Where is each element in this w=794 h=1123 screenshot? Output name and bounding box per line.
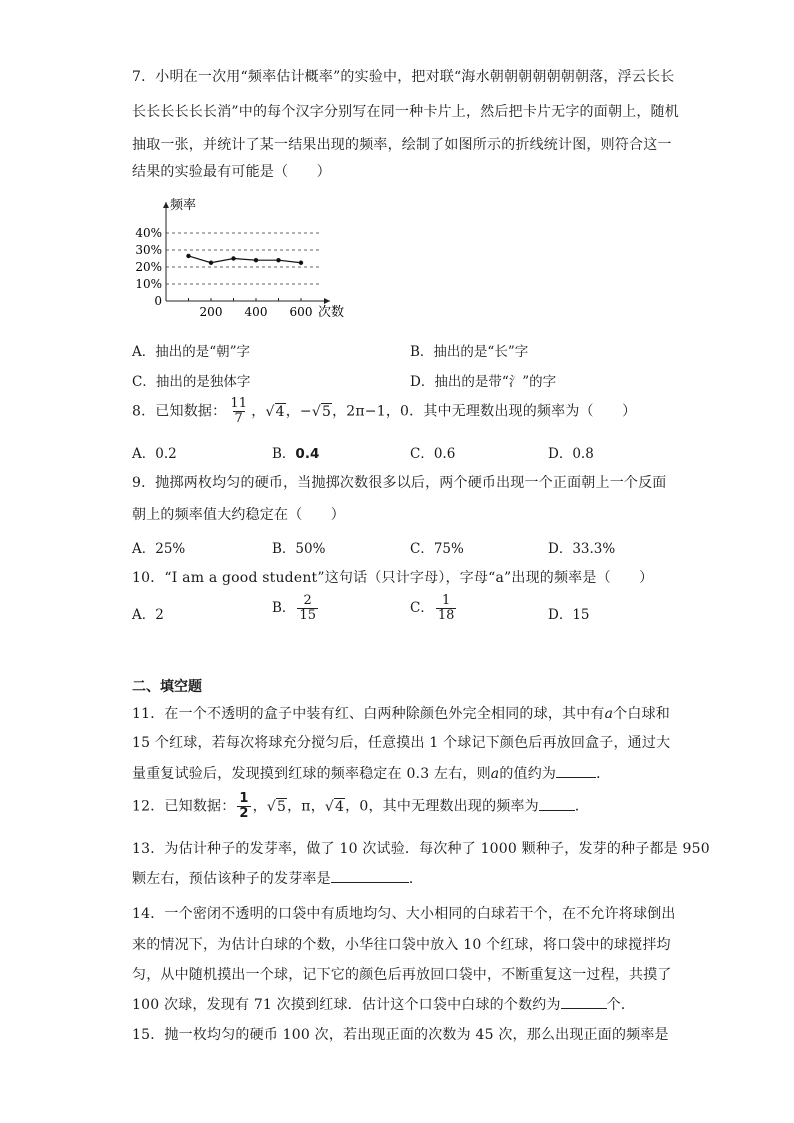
q14-line-4-text: 100 次球，发现有 71 次摸到红球．估计这个口袋中白球的个数约为 <box>132 997 561 1013</box>
chart-x-label: 次数 <box>318 305 345 320</box>
q11-line-3c: ． <box>596 766 611 782</box>
q10-option-d[interactable]: D．15 <box>548 607 590 623</box>
q12-end: ． <box>574 798 590 815</box>
q8-prefix: 8．已知数据： <box>132 403 227 420</box>
q11-line-1a: 11．在一个不透明的盒子中装有红、白两种除颜色外完全相同的球，其中有 <box>132 706 605 722</box>
q9-option-d[interactable]: D．33.3% <box>548 541 616 557</box>
q8-fraction-num: 11 <box>230 396 248 411</box>
frequency-line-chart <box>130 192 360 327</box>
q8-rest: ，2π−1，0．其中无理数出现的频率为（ ） <box>332 403 637 420</box>
q10-option-c-label: C． <box>410 600 434 616</box>
q8-option-d[interactable]: D．0.8 <box>548 446 594 462</box>
q10-option-c-den: 18 <box>437 608 455 623</box>
q9-option-c[interactable]: C．75% <box>410 541 464 557</box>
q10-option-b-fraction <box>297 594 318 623</box>
section-fill-in-title: 二、填空题 <box>132 679 202 695</box>
q10-option-c-num: 1 <box>441 593 451 608</box>
q11-answer-blank[interactable] <box>556 765 596 778</box>
q12-fraction-den: 2 <box>239 806 249 821</box>
q12-fraction-num: 1 <box>239 791 249 806</box>
q13-line-2-text: 颗左右，预估该种子的发芽率是 <box>132 871 331 887</box>
q13-line-2 <box>132 868 423 888</box>
data-point-400 <box>254 258 258 262</box>
q11-line-3a: 量重复试验后，发现摸到红球的频率稳定在 0.3 左右，则 <box>132 766 491 782</box>
x-tick-label-200: 200 <box>199 305 223 319</box>
q7-line-1: 7．小明在一次用“频率估计概率”的实验中，把对联“海水朝朝朝朝朝朝朝落，浮云长长 <box>132 69 675 85</box>
chart-y-label: 频率 <box>170 198 197 213</box>
q12-sqrt-5-rad: 5 <box>277 798 287 815</box>
y-tick-label-0: 0 <box>154 294 162 308</box>
q10-line-1: 10．“I am a good student”这句话（只计字母），字母“a”出现的频率是（ ） <box>132 570 654 586</box>
q7-option-b[interactable]: B．抽出的是“长”字 <box>410 344 529 360</box>
q10-option-b-den: 15 <box>299 608 316 623</box>
q14-line-4 <box>132 994 635 1014</box>
data-point-100 <box>186 254 190 258</box>
q12-sqrt-5: √5 <box>266 798 287 815</box>
q12-mid: ，π， <box>287 798 325 815</box>
q8-line <box>132 397 636 426</box>
q8-option-b-label: B． <box>272 446 296 462</box>
q12-sep-1: ， <box>252 798 267 815</box>
q8-sqrt-4: √4 <box>265 403 285 420</box>
q8-sep-2: ， <box>285 403 300 420</box>
q8-option-b[interactable] <box>272 442 319 462</box>
y-tick-label-10: 10% <box>135 277 162 291</box>
q7-option-d[interactable]: D．抽出的是带“氵”的字 <box>410 374 557 390</box>
q12-sqrt-4: √4 <box>324 798 345 815</box>
chart-y-ticks <box>135 226 162 308</box>
q10-option-a[interactable]: A．2 <box>132 607 164 623</box>
q8-fraction-den: 7 <box>234 411 244 426</box>
data-point-600 <box>299 261 303 265</box>
q8-fraction <box>228 397 249 426</box>
q10-option-c-fraction <box>436 594 457 623</box>
q9-line-2: 朝上的频率值大约稳定在（ ） <box>132 507 345 523</box>
q7-line-3: 抽取一张，并统计了某一结果出现的频率，绘制了如图所示的折线统计图，则符合这一 <box>132 137 672 153</box>
q14-answer-blank[interactable] <box>561 996 607 1009</box>
q7-option-c[interactable]: C．抽出的是独体字 <box>132 374 251 390</box>
q7-option-a[interactable]: A．抽出的是“朝”字 <box>132 344 251 360</box>
q12-rest: ，0，其中无理数出现的频率为 <box>345 798 539 815</box>
chart-gridlines <box>166 233 320 284</box>
q10-option-b[interactable] <box>272 594 320 623</box>
q8-sqrt-5: √5 <box>311 403 332 420</box>
q13-line-1: 13．为估计种子的发芽率，做了 10 次试验．每次种了 1000 颗种子，发芽的种子都是 950 <box>132 841 710 857</box>
q11-line-1b: 个白球和 <box>613 706 670 722</box>
data-point-200 <box>209 261 213 265</box>
x-axis-arrow <box>324 298 330 304</box>
q7-line-4: 结果的实验最有可能是（ ） <box>132 164 331 180</box>
q11-line-2: 15 个红球，若每次将球充分搅匀后，任意摸出 1 个球记下颜色后再放回盒子，通过大 <box>132 735 671 751</box>
q13-answer-blank[interactable] <box>331 870 409 883</box>
x-tick-label-600: 600 <box>289 305 313 319</box>
y-tick-label-40: 40% <box>135 226 162 240</box>
q10-option-b-num: 2 <box>303 593 312 608</box>
x-tick-label-400: 400 <box>244 305 268 319</box>
q14-line-2: 来的情况下，为估计白球的个数，小华往口袋中放入 10 个红球，将口袋中的球搅拌均 <box>132 937 671 953</box>
y-tick-label-30: 30% <box>135 243 162 257</box>
q12-answer-blank[interactable] <box>539 798 575 811</box>
q11-line-3 <box>132 763 610 783</box>
y-axis-arrow <box>163 202 169 208</box>
q8-neg: − <box>299 403 312 420</box>
q9-option-a[interactable]: A．25% <box>132 541 186 557</box>
q8-option-b-value: 0.4 <box>295 446 320 462</box>
q8-sep-1: ， <box>251 403 266 420</box>
q10-option-c[interactable] <box>410 594 458 623</box>
series-line <box>189 256 302 263</box>
q11-var-a: a <box>604 706 614 722</box>
q8-sqrt-5-rad: 5 <box>321 403 332 420</box>
q12-line <box>132 792 589 821</box>
q11-line-3b: 的值约为 <box>499 766 557 782</box>
q15-line-1: 15．抛一枚均匀的硬币 100 次，若出现正面的次数为 45 次，那么出现正面的频率是 <box>132 1027 669 1043</box>
q12-sqrt-4-rad: 4 <box>335 798 345 815</box>
q9-option-b[interactable]: B．50% <box>272 541 326 557</box>
q9-line-1: 9．抛掷两枚均匀的硬币，当抛掷次数很多以后，两个硬币出现一个正面朝上一个反面 <box>132 475 667 491</box>
y-tick-label-20: 20% <box>135 260 162 274</box>
q10-option-b-label: B． <box>272 600 296 616</box>
q8-option-a[interactable]: A．0.2 <box>132 446 177 462</box>
chart-series <box>186 254 303 265</box>
q11-var-a-2: a <box>490 766 500 782</box>
q7-line-2: 长长长长长长消”中的每个汉字分别写在同一种卡片上，然后把卡片无字的面朝上，随机 <box>132 104 679 120</box>
data-point-500 <box>276 258 280 262</box>
q12-prefix: 12．已知数据： <box>132 798 236 815</box>
q14-line-3: 匀，从中随机摸出一个球，记下它的颜色后再放回口袋中，不断重复这一过程，共摸了 <box>132 967 672 983</box>
q13-end: ． <box>408 871 424 887</box>
chart-axes <box>163 202 330 304</box>
q14-line-1: 14．一个密闭不透明的口袋中有质地均匀、大小相同的白球若干个，在不允许将球倒出 <box>132 906 676 922</box>
q8-sqrt-4-rad: 4 <box>275 403 285 420</box>
q12-fraction <box>237 792 250 821</box>
q11-line-1 <box>132 703 670 723</box>
q14-end: 个． <box>606 997 636 1013</box>
data-point-300 <box>231 256 235 260</box>
q8-option-c[interactable]: C．0.6 <box>410 446 456 462</box>
